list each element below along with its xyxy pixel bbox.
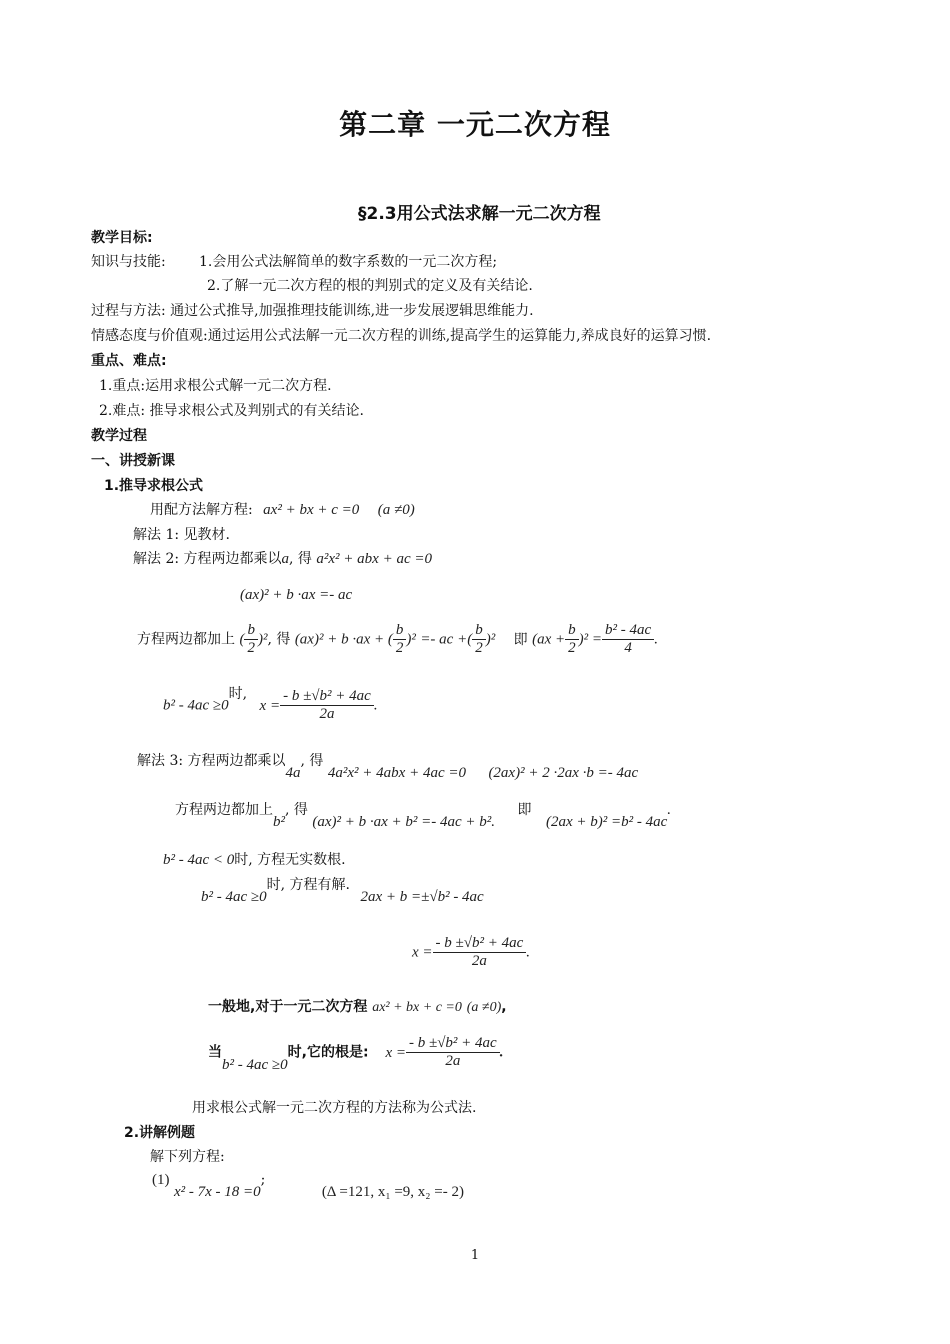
page-number: 1 xyxy=(470,1248,480,1263)
sol3-root-line: x = $\frac{\text{- b ±√b² + 4ac}}{2a}$ . xyxy=(412,935,531,969)
root-formula-2: $\frac{\text{- b ±√b² + 4ac}}{2a}$ xyxy=(433,935,527,970)
when-bold: 当 xyxy=(208,1044,222,1061)
fraction-b-over-2-lhs: $\frac{b}{2}$ xyxy=(393,622,407,657)
example-1-equation: x² - 7x - 18 =0 xyxy=(173,1184,261,1200)
method-intro xyxy=(150,499,415,519)
root-label: 时,它的根是: xyxy=(287,1044,369,1061)
fraction-b-over-2: $\frac{b}{2}$ xyxy=(244,622,258,657)
sol3-equation-4: (2ax + b)² =b² - 4ac xyxy=(545,814,668,830)
sol3-ie: 即 xyxy=(517,802,532,818)
method-intro-text: 用配方法解方程: xyxy=(150,502,253,518)
goals-heading: 教学目标: xyxy=(91,230,153,246)
goal-knowledge-2: 2.了解一元二次方程的根的判别式的定义及有关结论. xyxy=(207,278,533,294)
sol2-add-text: 方程两边都加上 xyxy=(137,631,235,648)
sol2-complete-square-line: 方程两边都加上 ( $\frac{b}{2}$ )², 得 (ax)² + b ·ax + ( $\frac{b}{2}$ )² =- ac +( $\frac{b}{2}$ )² 即 (ax + $\frac{b}{2}$ )² = $\frac{\text{b² - 4ac}}{4}$ . xyxy=(137,622,658,656)
sol3-multiplier: 4a xyxy=(285,765,301,781)
general-comma: , xyxy=(501,999,507,1015)
has-root-line xyxy=(201,874,484,905)
goal-knowledge-label: 知识与技能: xyxy=(91,254,166,270)
sol3-prefix: 解法 3: 方程两边都乘以 xyxy=(137,753,286,769)
goal-attitude: 情感态度与价值观:通过运用公式法解一元二次方程的训练,提高学生的运算能力,养成良好的运算习惯. xyxy=(91,328,712,344)
sol3-equation-3: (ax)² + b ·ax + b² =- 4ac + b². xyxy=(312,814,496,830)
part1-heading: 一、讲授新课 xyxy=(91,453,175,469)
condition-positive-2: b² - 4ac ≥0 xyxy=(222,1056,288,1073)
example-1-answer: (Δ =121, x₁ =9, x₂ =- 2) xyxy=(321,1184,464,1200)
general-root-line: 当b² - 4ac ≥0时,它的根是: x = $\frac{\text{- b ±√b² + 4ac}}{2a}$ . xyxy=(208,1035,504,1073)
solution-2-line xyxy=(133,548,432,568)
has-root-text: 时, 方程有解. xyxy=(266,877,350,893)
formula-method-definition: 用求根公式解一元二次方程的方法称为公式法. xyxy=(192,1100,477,1116)
page-title: 第二章 一元二次方程 xyxy=(339,108,611,141)
solution-3-line xyxy=(137,750,639,781)
sol2-get: , 得 xyxy=(289,551,312,567)
sol2-multiplier: a xyxy=(281,551,290,567)
root-formula-1: $\frac{\text{- b ±√b² + 4ac}}{2a}$ xyxy=(280,688,374,723)
general-equation: ax² + bx + c =0 xyxy=(263,502,360,518)
sol3-add-term: b² xyxy=(273,814,285,830)
solve-prompt: 解下列方程: xyxy=(150,1149,225,1165)
example-1-semicolon: ; xyxy=(260,1172,266,1188)
sub2-heading: 2.讲解例题 xyxy=(124,1125,196,1141)
key-point-1: 1.重点:运用求根公式解一元二次方程. xyxy=(99,378,332,394)
sol2-when: 时, xyxy=(228,685,248,702)
general-prefix: 一般地,对于一元二次方程 xyxy=(208,999,368,1015)
fraction-b-over-2-ie: $\frac{b}{2}$ xyxy=(565,622,579,657)
sol3-add-get: , 得 xyxy=(285,802,308,818)
general-statement xyxy=(208,996,507,1016)
sol3-equation-2: (2ax)² + 2 ·2ax ·b =- 4ac xyxy=(488,765,639,781)
fraction-b-over-2-rhs: $\frac{b}{2}$ xyxy=(472,622,486,657)
sol3-add-text: 方程两边都加上 xyxy=(175,802,273,818)
sol3-add-line: 方程两边都加上b², 得 (ax)² + b ·ax + b² =- 4ac + b². 即 (2ax + b)² =b² - 4ac. xyxy=(175,802,672,830)
sol2-condition: b² - 4ac ≥0 xyxy=(163,697,229,714)
key-heading: 重点、难点: xyxy=(91,353,167,369)
condition-positive: b² - 4ac ≥0 xyxy=(201,889,267,905)
condition-a: (a ≠0) xyxy=(377,502,415,518)
goal-knowledge-1: 1.会用公式法解简单的数字系数的一元二次方程; xyxy=(199,254,498,270)
root-formula-3: $\frac{\text{- b ±√b² + 4ac}}{2a}$ xyxy=(406,1035,500,1070)
sol2-ie: 即 xyxy=(513,631,528,648)
section-title: §2.3用公式法求解一元二次方程 xyxy=(358,204,601,224)
sol2-prefix: 解法 2: 方程两边都乘以 xyxy=(133,551,282,567)
sol2-rhs: =- ac + xyxy=(420,631,468,648)
sol2-add-get: , 得 xyxy=(267,631,291,648)
fraction-discriminant-over-4: $\frac{\text{b² - 4ac}}{4}$ xyxy=(602,622,654,657)
solution-1: 解法 1: 见教材. xyxy=(133,527,230,543)
sol3-get: , 得 xyxy=(300,753,324,769)
goal-process: 过程与方法: 通过公式推导,加强推理技能训练,进一步发展逻辑思维能力. xyxy=(91,303,534,319)
sol3-equation: 4a²x² + 4abx + 4ac =0 xyxy=(327,765,466,781)
example-1 xyxy=(152,1172,464,1200)
sol3-equation-5: 2ax + b =±√b² - 4ac xyxy=(360,889,484,905)
no-root-text: 时, 方程无实数根. xyxy=(234,852,346,868)
general-equation-2: ax² + bx + c =0 xyxy=(372,1000,462,1015)
no-root-line xyxy=(163,849,346,869)
sol2-equation-2: (ax)² + b ·ax =- ac xyxy=(240,587,353,603)
sub1-heading: 1.推导求根公式 xyxy=(104,478,204,494)
process-heading: 教学过程 xyxy=(91,428,147,444)
example-1-label: (1) xyxy=(152,1172,170,1188)
key-point-2: 2.难点: 推导求根公式及判别式的有关结论. xyxy=(99,403,364,419)
condition-negative: b² - 4ac < 0 xyxy=(163,852,235,868)
condition-a-2: (a ≠0) xyxy=(466,1000,502,1015)
sol2-equation: a²x² + abx + ac =0 xyxy=(316,551,432,567)
sol2-root-line: b² - 4ac ≥0时, x = $\frac{\text{- b ±√b² + 4ac}}{2a}$ . xyxy=(163,685,378,722)
